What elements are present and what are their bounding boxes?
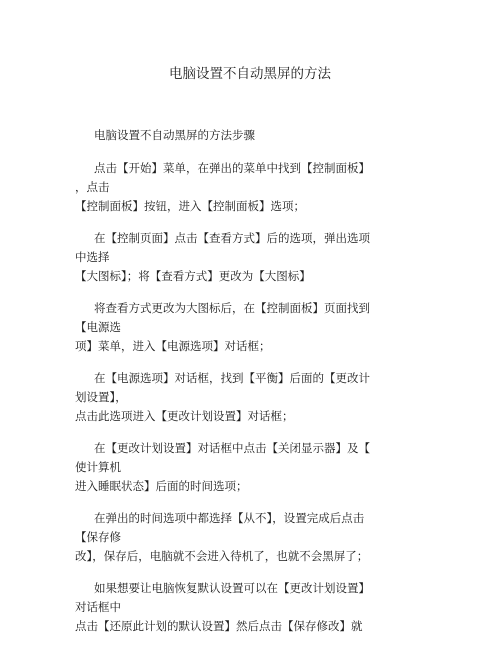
paragraph-line: 改】，保存后，电脑就不会进入待机了，也就不会黑屏了；	[75, 549, 369, 563]
paragraph-line: 【控制面板】按钮，进入【控制面板】选项；	[75, 199, 305, 213]
paragraph	[75, 439, 378, 496]
paragraph-line: 在【电源选项】对话框，找到【平衡】后面的【更改计	[94, 371, 370, 385]
paragraph-line: 将查看方式更改为大图标后，在【控制面板】页面找到	[94, 301, 370, 315]
paragraph-line: 【电源选	[75, 320, 121, 334]
paragraph-line: 划设置】，	[75, 390, 127, 404]
paragraph-line: 在弹出的时间选项中都选择【从不】，设置完成后点击	[94, 511, 365, 525]
paragraph	[75, 509, 378, 566]
paragraph	[75, 159, 378, 216]
document-subtitle: 电脑设置不自动黑屏的方法步骤	[94, 128, 255, 142]
paragraph-line: 在【更改计划设置】对话框中点击【关闭显示器】及【	[94, 441, 370, 455]
paragraph-line: 点击【还原此计划的默认设置】然后点击【保存修改】就	[75, 619, 363, 633]
document-body	[75, 126, 378, 649]
paragraph-line: 中选择	[75, 250, 110, 264]
paragraph-line: 点击【开始】菜单，在弹出的菜单中找到【控制面板】	[94, 161, 370, 175]
paragraph	[75, 369, 378, 426]
paragraph-line: 项】菜单，进入【电源选项】对话框；	[75, 339, 271, 353]
document-title: 电脑设置不自动黑屏的方法	[169, 66, 331, 82]
paragraph-line: 进入睡眠状态】后面的时间选项；	[75, 479, 248, 493]
paragraph-line: 如果想要让电脑恢复默认设置可以在【更改计划设置】	[94, 581, 370, 595]
paragraph	[75, 229, 378, 286]
paragraph-line: 【保存修	[75, 530, 121, 544]
paragraph-line: 使计算机	[75, 460, 121, 474]
paragraph-line: 【大图标】；将【查看方式】更改为【大图标】	[75, 269, 311, 283]
paragraph-line: 点击此选项进入【更改计划设置】对话框；	[75, 409, 294, 423]
paragraph	[75, 299, 378, 356]
paragraph	[75, 579, 378, 636]
paragraph-line: ，点击	[75, 180, 110, 194]
paragraph-line: 对话框中	[75, 600, 121, 614]
paragraph-line: 在【控制页面】点击【查看方式】后的选项，弹出选项	[94, 231, 370, 245]
